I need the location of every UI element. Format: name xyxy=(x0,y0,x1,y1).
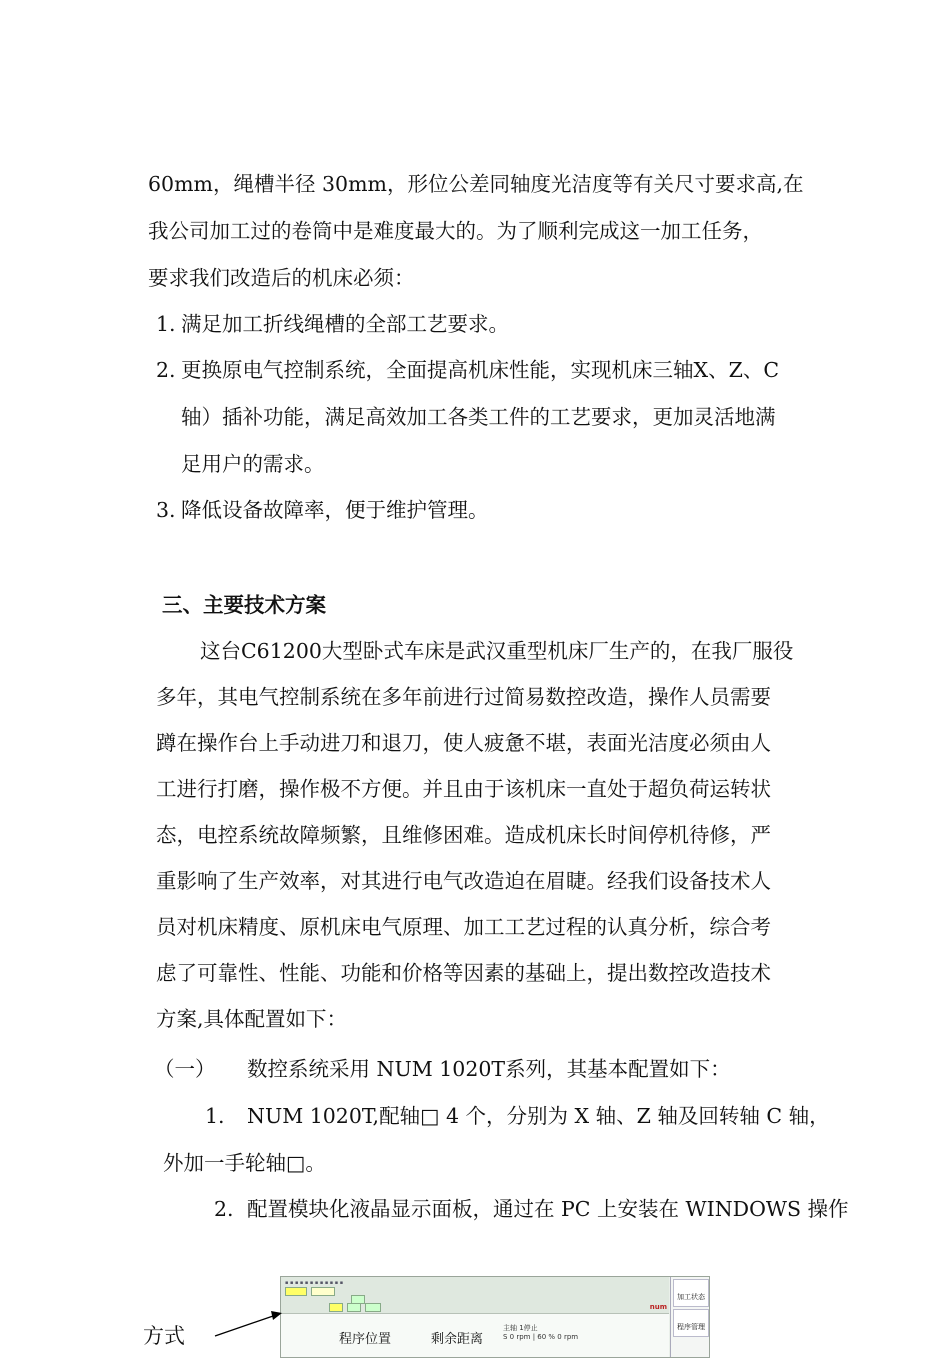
num-logo: num xyxy=(649,1303,667,1311)
callout-label: 方式 xyxy=(143,1324,185,1348)
intro-line-3: 要求我们改造后的机床必须： xyxy=(148,266,415,290)
requirement-2-text: 更换原电气控制系统，全面提高机床性能，实现机床三轴X、Z、C xyxy=(181,358,780,382)
program-management-button[interactable]: 程序管理 xyxy=(673,1309,709,1337)
requirement-1-text: 满足加工折线绳槽的全部工艺要求。 xyxy=(181,312,509,336)
subsection-label: （一） xyxy=(154,1057,216,1081)
subitem-2-line-1: 配置模块化液晶显示面板，通过在 PC 上安装在 WINDOWS 操作 xyxy=(247,1197,849,1221)
section-line-5: 态，电控系统故障频繁，且维修困难。造成机床长时间停机待修，严 xyxy=(156,823,771,847)
requirement-3-number: 3. xyxy=(156,498,176,522)
requirement-3-text: 降低设备故障率，便于维护管理。 xyxy=(181,498,489,522)
status-row-decoration: ▪ ▪ ▪ ▪ ▪ ▪ ▪ ▪ ▪ ▪ ▪ ▪ xyxy=(285,1280,344,1286)
intro-line-2: 我公司加工过的卷筒中是难度最大的。为了顺利完成这一加工任务， xyxy=(148,219,763,243)
section-line-4: 工进行打磨，操作极不方便。并且由于该机床一直处于超负荷运转状 xyxy=(156,777,771,801)
requirement-2-continuation-1: 轴）插补功能，满足高效加工各类工件的工艺要求，更加灵活地满 xyxy=(181,405,776,429)
subsection-text: 数控系统采用 NUM 1020T系列，其基本配置如下： xyxy=(247,1057,731,1081)
section-line-1: 这台C61200大型卧式车床是武汉重型机床厂生产的，在我厂服役 xyxy=(200,639,794,663)
remaining-distance-label: 剩余距离 xyxy=(431,1332,484,1347)
spindle-status: 主轴 1停止 xyxy=(503,1324,538,1332)
section-line-3: 蹲在操作台上手动进刀和退刀，使人疲惫不堪，表面光洁度必须由人 xyxy=(156,731,771,755)
spindle-speed: S 0 rpm | 60 % 0 rpm xyxy=(503,1333,579,1341)
subitem-1-line-1: NUM 1020T,配轴□ 4 个，分别为 X 轴、Z 轴及回转轴 C 轴， xyxy=(247,1104,830,1128)
program-position-label: 程序位置 xyxy=(339,1332,392,1347)
requirement-1-number: 1. xyxy=(156,312,176,336)
requirement-2-continuation-2: 足用户的需求。 xyxy=(181,452,325,476)
section-line-2: 多年，其电气控制系统在多年前进行过简易数控改造，操作人员需要 xyxy=(156,685,771,709)
section-line-6: 重影响了生产效率，对其进行电气改造迫在眉睫。经我们设备技术人 xyxy=(156,869,771,893)
subitem-2-number: 2. xyxy=(214,1197,234,1221)
section-heading: 三、主要技术方案 xyxy=(162,593,326,617)
requirement-2-number: 2. xyxy=(156,358,176,382)
subitem-1-line-2: 外加一手轮轴□。 xyxy=(163,1151,326,1175)
section-line-9: 方案,具体配置如下： xyxy=(156,1007,348,1031)
subitem-1-number: 1. xyxy=(205,1104,225,1128)
machining-status-button[interactable]: 加工状态 xyxy=(673,1279,709,1307)
section-line-7: 员对机床精度、原机床电气原理、加工工艺过程的认真分析，综合考 xyxy=(156,915,771,939)
section-line-8: 虑了可靠性、性能、功能和价格等因素的基础上，提出数控改造技术 xyxy=(156,961,771,985)
intro-line-1: 60mm，绳槽半径 30mm，形位公差同轴度光洁度等有关尺寸要求高,在 xyxy=(148,172,804,196)
